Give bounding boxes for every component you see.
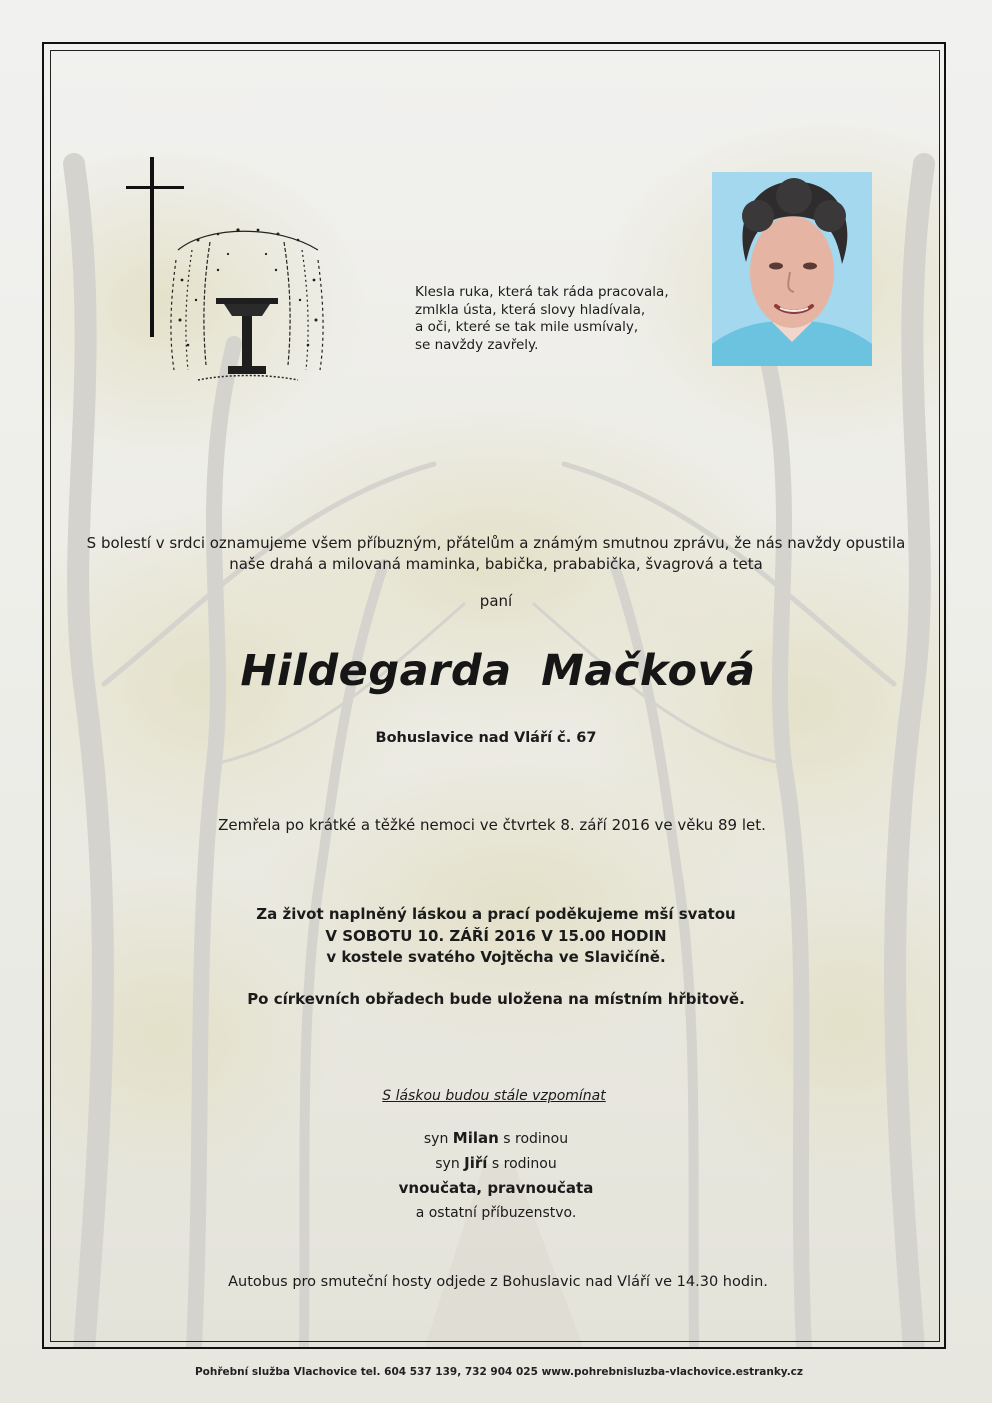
announcement-text — [60, 533, 932, 575]
deceased-address: Bohuslavice nad Vláří č. 67 — [375, 730, 597, 746]
service-line: v kostele svatého Vojtěcha ve Slavičíně. — [326, 948, 666, 966]
bus-notice: Autobus pro smuteční hosty odjede z Bohuslavic nad Vláří ve 14.30 hodin. — [228, 1274, 768, 1290]
poem-line: zmlkla ústa, která slovy hladívala, — [415, 301, 646, 318]
mourner-prefix: a ostatní příbuzenstvo. — [415, 1205, 577, 1221]
announcement-line: naše drahá a milovaná maminka, babička, prababička, švagrová a teta — [229, 555, 763, 573]
mourner-suffix: s rodinou — [498, 1131, 569, 1147]
mourner-name: vnoučata, pravnoučata — [398, 1179, 594, 1197]
announcement-line: S bolestí v srdci oznamujeme všem příbuzným, přátelům a známým smutnou zprávu, že nás navždy opustila — [86, 534, 906, 552]
mourners-list — [0, 1126, 992, 1225]
mourner-line — [0, 1151, 992, 1176]
remember-heading: S láskou budou stále vzpomínat — [382, 1088, 606, 1104]
mourner-line — [0, 1201, 992, 1225]
mourner-prefix: syn — [423, 1131, 453, 1147]
poem-line: Klesla ruka, která tak ráda pracovala, — [415, 284, 669, 300]
burial-notice: Po církevních obřadech bude uložena na místním hřbitově. — [247, 990, 745, 1008]
mourner-name: Milan — [452, 1129, 499, 1147]
mourner-suffix: s rodinou — [487, 1156, 557, 1172]
latin-cross-icon-bar — [126, 186, 184, 189]
deceased-name: Hildegarda Mačková — [240, 646, 756, 696]
poem-line: se navždy zavřely. — [415, 336, 539, 353]
latin-cross-icon — [150, 157, 154, 337]
honorific-title: paní — [479, 592, 513, 610]
willow-tree-urn-icon — [158, 220, 336, 386]
memorial-poem — [415, 284, 685, 354]
mourner-line — [0, 1176, 992, 1201]
poem-line: a oči, které se tak mile usmívaly, — [415, 319, 639, 335]
funeral-service-info — [0, 904, 992, 969]
deceased-portrait-photo — [712, 172, 872, 366]
mourner-name: Jiří — [464, 1154, 488, 1172]
death-notice: Zemřela po krátké a těžké nemoci ve čtvrtek 8. září 2016 ve věku 89 let. — [218, 816, 766, 834]
service-line: Za život naplněný láskou a prací poděkujeme mší svatou — [256, 905, 736, 923]
mourner-line — [0, 1126, 992, 1151]
funeral-service-footer: Pohřební služba Vlachovice tel. 604 537 139, 732 904 025 www.pohrebnisluzba-vlachovice.estranky.cz — [194, 1366, 804, 1378]
service-line: V SOBOTU 10. ZÁŘÍ 2016 V 15.00 HODIN — [325, 926, 667, 945]
mourner-prefix: syn — [435, 1156, 465, 1172]
